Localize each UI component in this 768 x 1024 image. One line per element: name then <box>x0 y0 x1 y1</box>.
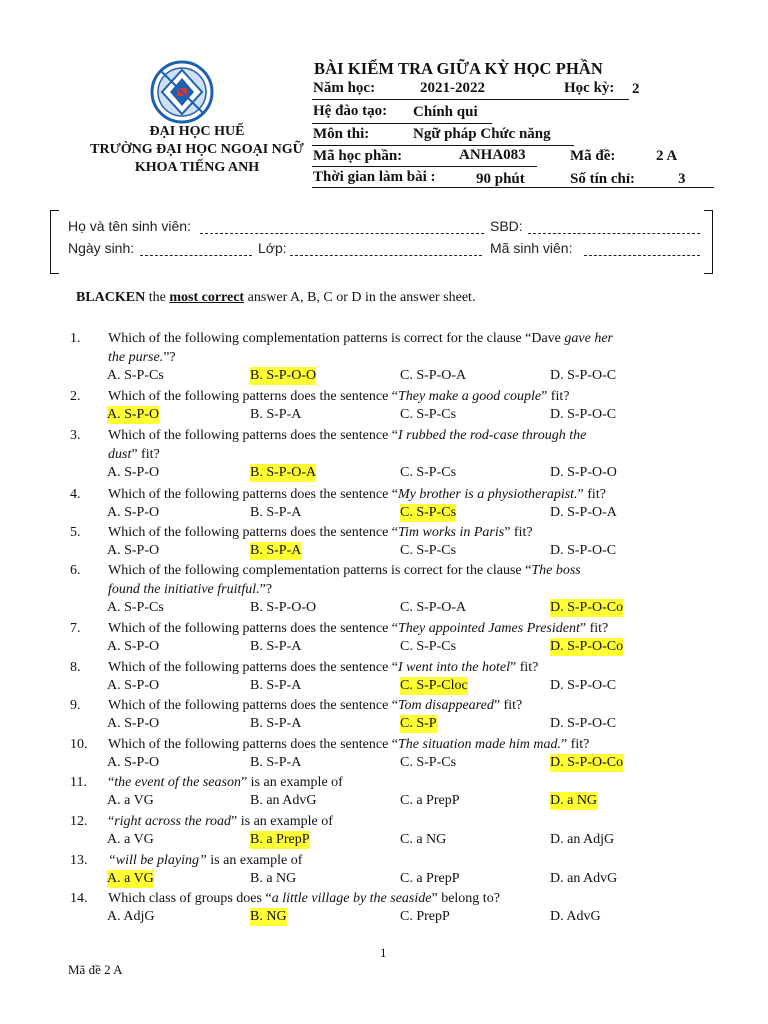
page-number: 1 <box>380 945 387 960</box>
exam-code-value: 2 A <box>656 148 678 164</box>
dob-label: Ngày sinh: <box>68 240 135 256</box>
question-text-part: dust <box>108 447 132 462</box>
semester-label: Học kỳ: <box>564 80 615 96</box>
option-b-highlighted[interactable]: B. S-P-O-A <box>250 465 317 480</box>
course-code-label: Mã học phần: <box>313 148 403 164</box>
option-a[interactable]: A. S-P-O <box>107 716 160 731</box>
question-text-part: is an example of <box>206 853 303 868</box>
info-box-right-bracket <box>704 210 713 274</box>
option-a-highlighted[interactable]: A. S-P-O <box>107 407 160 422</box>
question-text-part: My brother is a physiotherapist. <box>398 487 578 502</box>
question-text-part: Which class of groups does “ <box>108 891 272 906</box>
option-d-highlighted[interactable]: D. S-P-O-Co <box>550 639 624 654</box>
training-value: Chính qui <box>413 104 478 120</box>
option-b[interactable]: B. S-P-A <box>250 678 302 693</box>
option-a[interactable]: A. S-P-O <box>107 639 160 654</box>
subject-label: Môn thi: <box>313 126 370 142</box>
training-label: Hệ đào tạo: <box>313 103 388 119</box>
option-c[interactable]: C. S-P-O-A <box>400 600 467 615</box>
question-text-part: They appointed James President <box>398 621 580 636</box>
instruction-text-2: answer A, B, C or D in the answer sheet. <box>244 290 476 305</box>
option-c-highlighted[interactable]: C. S-P-Cloc <box>400 678 468 693</box>
question-text-part: ” fit? <box>504 525 533 540</box>
question-text-part: Which of the following patterns does the sentence “ <box>108 698 399 713</box>
option-c[interactable]: C. PrepP <box>400 909 450 924</box>
question-text <box>108 329 708 367</box>
option-c-highlighted[interactable]: C. S-P <box>400 716 437 731</box>
option-c[interactable]: C. S-P-Cs <box>400 639 457 654</box>
question-text-part: ” fit? <box>493 698 523 713</box>
question-text-part: Which of the following patterns does the sentence “ <box>108 428 399 443</box>
student-name-field[interactable] <box>200 233 484 234</box>
option-a[interactable]: A. a VG <box>107 832 154 847</box>
question-text <box>108 485 708 504</box>
option-c[interactable]: C. S-P-Cs <box>400 465 457 480</box>
question-number: 5. <box>70 525 81 540</box>
option-c[interactable]: C. a NG <box>400 832 447 847</box>
course-code-value: ANHA083 <box>459 147 526 163</box>
question-number: 12. <box>70 814 88 829</box>
faculty-name: KHOA TIẾNG ANH <box>134 160 260 175</box>
question-text <box>108 851 708 870</box>
time-value: 90 phút <box>476 171 525 187</box>
question-text-part: ” fit? <box>131 447 160 462</box>
question-text <box>108 696 708 715</box>
option-d[interactable]: D. an AdjG <box>550 832 615 847</box>
header-underline-3 <box>312 145 574 146</box>
school-name: TRƯỜNG ĐẠI HỌC NGOẠI NGỮ <box>90 142 304 157</box>
option-a[interactable]: A. S-P-O <box>107 755 160 770</box>
header-underline-2 <box>312 123 492 124</box>
question-text-part: I went into the hotel <box>398 660 510 675</box>
time-label: Thời gian làm bài : <box>313 169 436 185</box>
question-number: 3. <box>70 428 81 443</box>
dob-field[interactable] <box>140 255 252 256</box>
instruction <box>76 290 475 306</box>
student-name-label: Họ và tên sinh viên: <box>68 218 191 234</box>
question-text-part: “ <box>108 814 115 829</box>
credits-label: Số tín chỉ: <box>570 171 636 187</box>
option-a[interactable]: A. S-P-O <box>107 678 160 693</box>
question-text-part: Which of the following complementation patterns is correct for the clause “Dave <box>108 331 565 346</box>
option-d-highlighted[interactable]: D. a NG <box>550 793 598 808</box>
option-a[interactable]: A. S-P-O <box>107 505 160 520</box>
header-underline-1 <box>312 99 629 100</box>
credits-value: 3 <box>678 171 686 187</box>
question-text-part: ” fit? <box>541 389 570 404</box>
option-c[interactable]: C. S-P-O-A <box>400 368 467 383</box>
option-d[interactable]: D. an AdvG <box>550 871 618 886</box>
header-underline-5 <box>312 187 714 188</box>
question-text-part: ” fit? <box>579 621 609 636</box>
option-d[interactable]: D. S-P-O-A <box>550 505 617 520</box>
header-underline-4 <box>312 166 537 167</box>
question-number: 10. <box>70 737 88 752</box>
option-b-highlighted[interactable]: B. NG <box>250 909 287 924</box>
option-b-highlighted[interactable]: B. S-P-A <box>250 543 302 558</box>
student-id-label: Mã sinh viên: <box>490 240 573 256</box>
option-a[interactable]: A. S-P-O <box>107 543 160 558</box>
option-d-highlighted[interactable]: D. S-P-O-Co <box>550 755 624 770</box>
option-c[interactable]: C. a PrepP <box>400 793 460 808</box>
question-text-part: I rubbed the rod-case through the <box>398 428 587 443</box>
question-text-part: ” fit? <box>577 487 606 502</box>
question-text-part: Which of the following patterns does the sentence “ <box>108 525 399 540</box>
instruction-text-1: the <box>145 290 170 305</box>
question-number: 6. <box>70 563 81 578</box>
option-d[interactable]: D. S-P-O-C <box>550 368 617 383</box>
question-text-part: ”? <box>163 350 176 365</box>
question-number: 4. <box>70 487 81 502</box>
question-number: 9. <box>70 698 81 713</box>
option-a[interactable]: A. a VG <box>107 793 154 808</box>
question-text <box>108 812 708 831</box>
student-id-field[interactable] <box>584 255 700 256</box>
sbd-label: SBD: <box>490 218 523 234</box>
year-value: 2021-2022 <box>420 80 485 96</box>
question-text-part: the event of the season <box>114 775 241 790</box>
info-box-left-bracket <box>50 210 59 274</box>
question-text-part: gave her <box>564 331 613 346</box>
exam-code-label: Mã đề: <box>570 148 616 164</box>
option-d[interactable]: D. S-P-O-C <box>550 716 617 731</box>
question-text-part: ”? <box>259 582 273 597</box>
sbd-field[interactable] <box>528 233 700 234</box>
question-text-part: Tom disappeared <box>398 698 494 713</box>
option-c-highlighted[interactable]: C. S-P-Cs <box>400 505 457 520</box>
question-text-part: ” belong to? <box>431 891 500 906</box>
question-text-part: The boss <box>531 563 581 578</box>
question-text-part: Which of the following patterns does the sentence “ <box>108 389 399 404</box>
question-text <box>108 773 708 792</box>
option-b[interactable]: B. a NG <box>250 871 297 886</box>
option-d[interactable]: D. S-P-O-C <box>550 678 617 693</box>
option-d[interactable]: D. S-P-O-C <box>550 543 617 558</box>
question-number: 14. <box>70 891 88 906</box>
question-text-part: “ <box>108 775 115 790</box>
option-b[interactable]: B. S-P-A <box>250 639 302 654</box>
option-a[interactable]: A. S-P-Cs <box>107 368 164 383</box>
footer-exam-code: Mã đề 2 A <box>68 962 123 977</box>
question-text-part: Which of the following patterns does the sentence “ <box>108 621 399 636</box>
option-d-highlighted[interactable]: D. S-P-O-Co <box>550 600 624 615</box>
question-text-part: ” is an example of <box>240 775 343 790</box>
question-text <box>108 735 708 754</box>
option-b[interactable]: B. S-P-A <box>250 716 302 731</box>
question-text <box>108 561 708 599</box>
question-text-part: Which of the following patterns does the sentence “ <box>108 737 399 752</box>
option-c[interactable]: C. a PrepP <box>400 871 460 886</box>
option-b[interactable]: B. S-P-A <box>250 505 302 520</box>
question-text-part: Which of the following patterns does the sentence “ <box>108 660 399 675</box>
year-label: Năm học: <box>313 80 376 96</box>
exam-title: BÀI KIỂM TRA GIỮA KỲ HỌC PHẦN <box>314 59 603 78</box>
option-a[interactable]: A. AdjG <box>107 909 155 924</box>
option-c[interactable]: C. S-P-Cs <box>400 543 457 558</box>
question-text <box>108 619 708 638</box>
option-b[interactable]: B. an AdvG <box>250 793 317 808</box>
option-c[interactable]: C. S-P-Cs <box>400 407 457 422</box>
option-b-highlighted[interactable]: B. a PrepP <box>250 832 310 847</box>
question-number: 13. <box>70 853 88 868</box>
question-text-part: the purse. <box>108 350 164 365</box>
question-text <box>108 426 708 464</box>
question-text-part: “will be playing” <box>108 853 207 868</box>
question-number: 8. <box>70 660 81 675</box>
university-name: ĐẠI HỌC HUẾ <box>149 124 245 139</box>
option-b[interactable]: B. S-P-O-O <box>250 600 317 615</box>
university-logo-icon <box>150 60 214 124</box>
option-b[interactable]: B. S-P-A <box>250 407 302 422</box>
question-text-part: ” is an example of <box>231 814 333 829</box>
question-text-part: right across the road <box>114 814 232 829</box>
question-text-part: Which of the following patterns does the sentence “ <box>108 487 399 502</box>
instruction-blacken: BLACKEN <box>76 290 146 305</box>
option-a-highlighted[interactable]: A. a VG <box>107 871 154 886</box>
question-text-part: ” fit? <box>510 660 539 675</box>
question-number: 7. <box>70 621 81 636</box>
instruction-emphasis: most correct <box>169 290 245 305</box>
question-text-part: They make a good couple <box>398 389 542 404</box>
question-number: 1. <box>70 331 81 346</box>
question-number: 11. <box>70 775 87 790</box>
question-text <box>108 658 708 677</box>
class-label: Lớp: <box>258 240 287 256</box>
question-text <box>108 387 708 406</box>
question-text-part: ” fit? <box>560 737 590 752</box>
question-text-part: a little village by the seaside <box>271 891 432 906</box>
option-b-highlighted[interactable]: B. S-P-O-O <box>250 368 317 383</box>
option-a[interactable]: A. S-P-Cs <box>107 600 164 615</box>
option-d[interactable]: D. S-P-O-C <box>550 407 617 422</box>
semester-value: 2 <box>632 81 640 97</box>
question-text-part: found the initiative fruitful. <box>108 582 260 597</box>
option-d[interactable]: D. S-P-O-O <box>550 465 617 480</box>
question-text <box>108 523 708 542</box>
class-field[interactable] <box>290 255 482 256</box>
option-d[interactable]: D. AdvG <box>550 909 601 924</box>
option-c[interactable]: C. S-P-Cs <box>400 755 457 770</box>
question-text-part: Which of the following complementation patterns is correct for the clause “ <box>108 563 532 578</box>
subject-value: Ngữ pháp Chức năng <box>413 126 551 142</box>
option-b[interactable]: B. S-P-A <box>250 755 302 770</box>
option-a[interactable]: A. S-P-O <box>107 465 160 480</box>
question-text-part: Tim works in Paris <box>398 525 505 540</box>
question-number: 2. <box>70 389 81 404</box>
question-text-part: The situation made him mad. <box>398 737 561 752</box>
question-text <box>108 889 708 908</box>
